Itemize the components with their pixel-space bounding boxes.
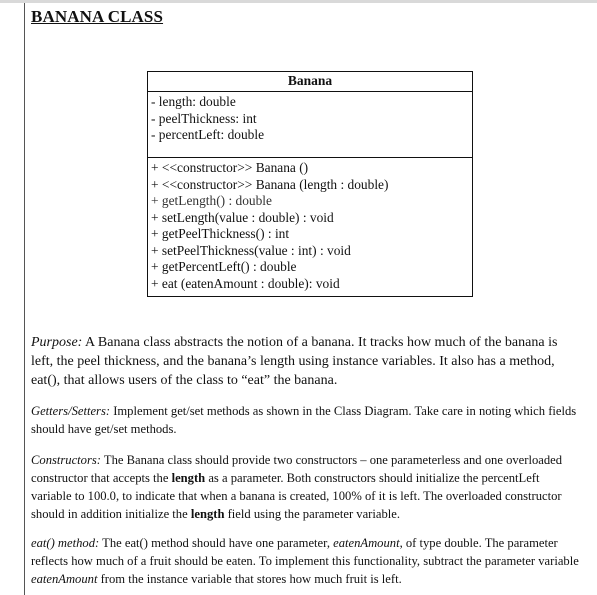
eat-method-text: The eat() method should have one parameter, bbox=[99, 536, 334, 550]
uml-fields-section bbox=[148, 92, 472, 158]
page-title: BANANA CLASS bbox=[31, 7, 164, 26]
eat-method-param: eatenAmount bbox=[31, 572, 98, 586]
getters-setters-text: Implement get/set methods as shown in the Class Diagram. Take care in noting which fields should have get/set methods. bbox=[31, 404, 577, 436]
constructors-lead: Constructors: bbox=[31, 453, 101, 467]
eat-method-lead: eat() method: bbox=[31, 536, 100, 550]
eat-method-text: from the instance variable that stores how much fruit is left. bbox=[97, 572, 402, 586]
uml-method: + getLength() : double bbox=[151, 193, 272, 208]
getters-setters-paragraph bbox=[31, 402, 583, 438]
uml-methods-section bbox=[148, 158, 472, 296]
uml-method: + <<constructor>> Banana () bbox=[151, 160, 309, 175]
purpose-text: A Banana class abstracts the notion of a banana. It tracks how much of the banana is left, the peel thickness, and the banana’s length using instance variables. It also has a method, eat(), that allows users of the class to “eat” the banana. bbox=[31, 335, 558, 388]
uml-method: + setLength(value : double) : void bbox=[151, 209, 334, 225]
uml-field: - length: double bbox=[151, 94, 236, 109]
constructors-text: The Banana class should provide two constructors – one parameterless and one overloaded constructor that accepts the bbox=[31, 453, 563, 485]
constructors-bold-length: length bbox=[190, 507, 225, 521]
uml-method: + getPercentLeft() : double bbox=[151, 259, 297, 274]
uml-class-diagram bbox=[147, 71, 473, 297]
uml-field: - percentLeft: double bbox=[151, 127, 265, 142]
constructors-paragraph bbox=[31, 451, 583, 523]
constructors-bold-length: length bbox=[171, 471, 206, 485]
purpose-paragraph bbox=[31, 333, 583, 390]
uml-method: + getPeelThickness() : int bbox=[151, 226, 290, 241]
uml-class-name: Banana bbox=[148, 72, 472, 92]
uml-method: + setPeelThickness(value : int) : void bbox=[151, 242, 351, 258]
uml-method: + eat (eatenAmount : double): void bbox=[151, 275, 340, 291]
eat-method-text: , of type double. The parameter reflects how much of a fruit should be eaten. To implement this functionality, subtract the parameter variable bbox=[31, 536, 579, 568]
uml-field: - peelThickness: int bbox=[151, 110, 257, 126]
purpose-lead: Purpose: bbox=[31, 335, 83, 350]
eat-method-param: eatenAmount bbox=[333, 536, 400, 550]
uml-method: + <<constructor>> Banana (length : double) bbox=[151, 176, 389, 192]
document-page bbox=[24, 3, 597, 595]
eat-method-paragraph bbox=[31, 534, 583, 588]
constructors-text: as a parameter. Both constructors should initialize the percentLeft variable to 100.0, to indicate that when a banana is created, 100% of it is left. The overloaded constructor should in addition initialize the bbox=[31, 471, 562, 521]
constructors-text: field using the parameter variable. bbox=[224, 507, 400, 521]
getters-setters-lead: Getters/Setters: bbox=[31, 404, 111, 418]
